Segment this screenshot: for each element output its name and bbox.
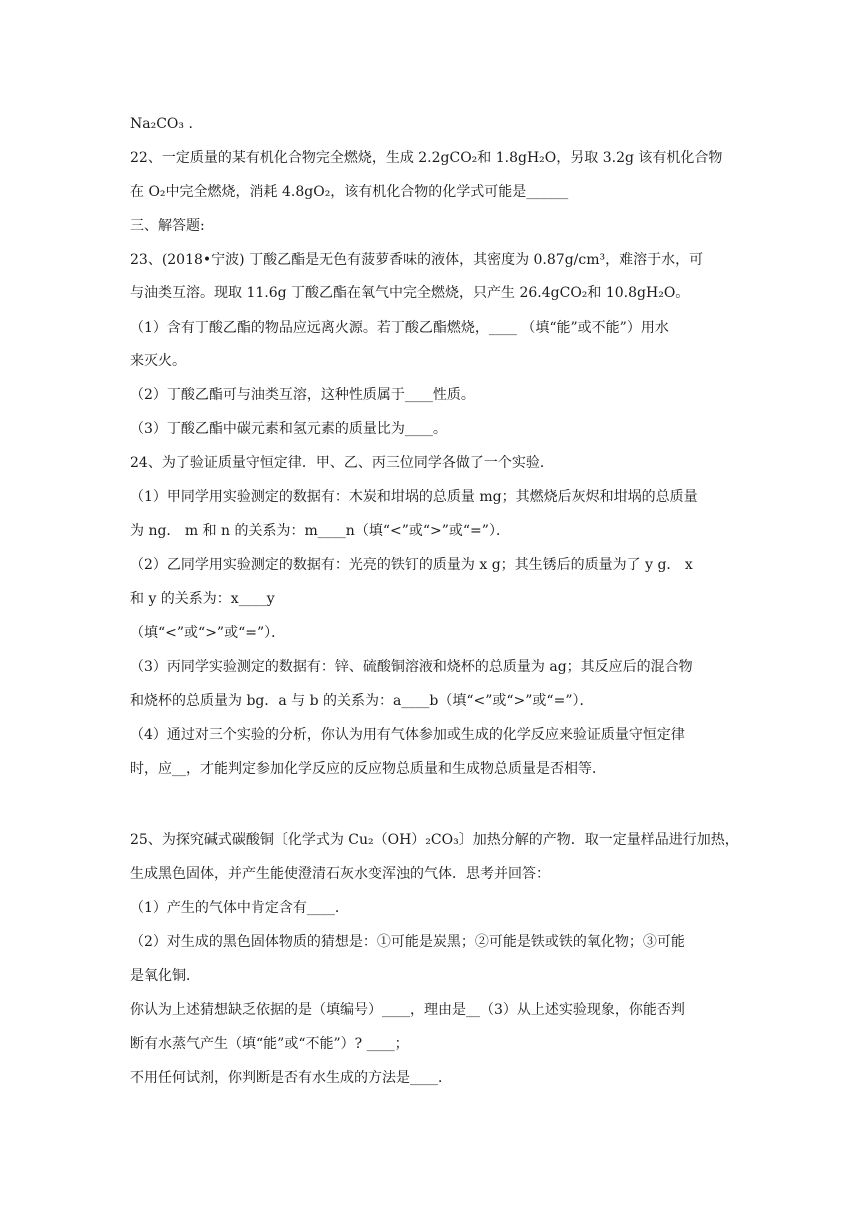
question-24-part-2: （2）乙同学用实验测定的数据有：光亮的铁钉的质量为 x g；其生锈后的质量为了 y g． x	[130, 557, 693, 573]
question-24-part-2-note: （填“<”或“>”或“=”）．	[130, 625, 286, 641]
question-25-part-2: （2）对生成的黑色固体物质的猜想是：①可能是炭黑；②可能是铁或铁的氧化物；③可能	[130, 934, 685, 950]
question-25-stem-2: 生成黑色固体，并产生能使澄清石灰水变浑浊的气体．思考并回答：	[130, 866, 550, 882]
question-25-method: 不用任何试剂，你判断是否有水生成的方法是____．	[130, 1070, 452, 1086]
question-22-line-1: 22、一定质量的某有机化合物完全燃烧，生成 2.2gCO₂和 1.8gH₂O，另取 3.2g 该有机化合物	[130, 150, 723, 166]
question-23-part-3: （3）丁酸乙酯中碳元素和氢元素的质量比为____。	[130, 421, 447, 437]
question-22-line-2: 在 O₂中完全燃烧，消耗 4.8gO₂，该有机化合物的化学式可能是______	[130, 184, 569, 200]
question-24-part-4: （4）通过对三个实验的分析，你认为用有气体参加或生成的化学反应来验证质量守恒定律	[130, 727, 685, 743]
question-24-part-3: （3）丙同学实验测定的数据有：锌、硫酸铜溶液和烧杯的总质量为 ag；其反应后的混合物	[130, 659, 693, 675]
question-23-line-1: 23、(2018•宁波) 丁酸乙酯是无色有菠萝香味的液体，其密度为 0.87g/cm³，难溶于水，可	[130, 252, 704, 268]
question-24-part-4-cont: 时，应__，才能判定参加化学反应的反应物总质量和生成物总质量是否相等．	[130, 761, 606, 777]
question-24-stem: 24、为了验证质量守恒定律．甲、乙、丙三位同学各做了一个实验．	[130, 455, 554, 471]
question-24-part-1-cont: 为 ng． m 和 n 的关系为：m____n（填“<”或“>”或“=”）．	[130, 523, 510, 539]
question-24-part-3-cont: 和烧杯的总质量为 bg．a 与 b 的关系为：a____b（填“<”或“>”或“=”）．	[130, 693, 594, 709]
question-25-part-2-cont: 是氧化铜．	[130, 968, 200, 984]
question-25-reason: 你认为上述猜想缺乏依据的是（填编号）____，理由是__（3）从上述实验现象，你能否判	[130, 1002, 685, 1018]
question-25-part-3-cont: 断有水蒸气产生（填“能”或“不能”）? ____；	[130, 1036, 409, 1052]
question-25-stem-1: 25、为探究碱式碳酸铜〔化学式为 Cu₂（OH）₂CO₃〕加热分解的产物．取一定量样品进行加热，	[130, 832, 739, 848]
text-line: Na₂CO₃ .	[130, 116, 193, 132]
question-23-line-2: 与油类互溶。现取 11.6g 丁酸乙酯在氧气中完全燃烧，只产生 26.4gCO₂和 10.8gH₂O。	[130, 285, 690, 301]
question-24-part-2-cont: 和 y 的关系为：x____y	[130, 591, 275, 607]
question-23-part-1-cont: 来灭火。	[130, 353, 186, 369]
section-heading: 三、解答题:	[130, 218, 205, 234]
question-23-part-2: （2）丁酸乙酯可与油类互溶，这种性质属于____性质。	[130, 387, 475, 403]
question-24-part-1: （1）甲同学用实验测定的数据有：木炭和坩埚的总质量 mg；其燃烧后灰烬和坩埚的总质量	[130, 489, 698, 505]
question-25-part-1: （1）产生的气体中肯定含有____．	[130, 900, 349, 916]
question-23-part-1: （1）含有丁酸乙酯的物品应远离火源。若丁酸乙酯燃烧，____ （填“能”或不能”）用水	[130, 320, 669, 336]
